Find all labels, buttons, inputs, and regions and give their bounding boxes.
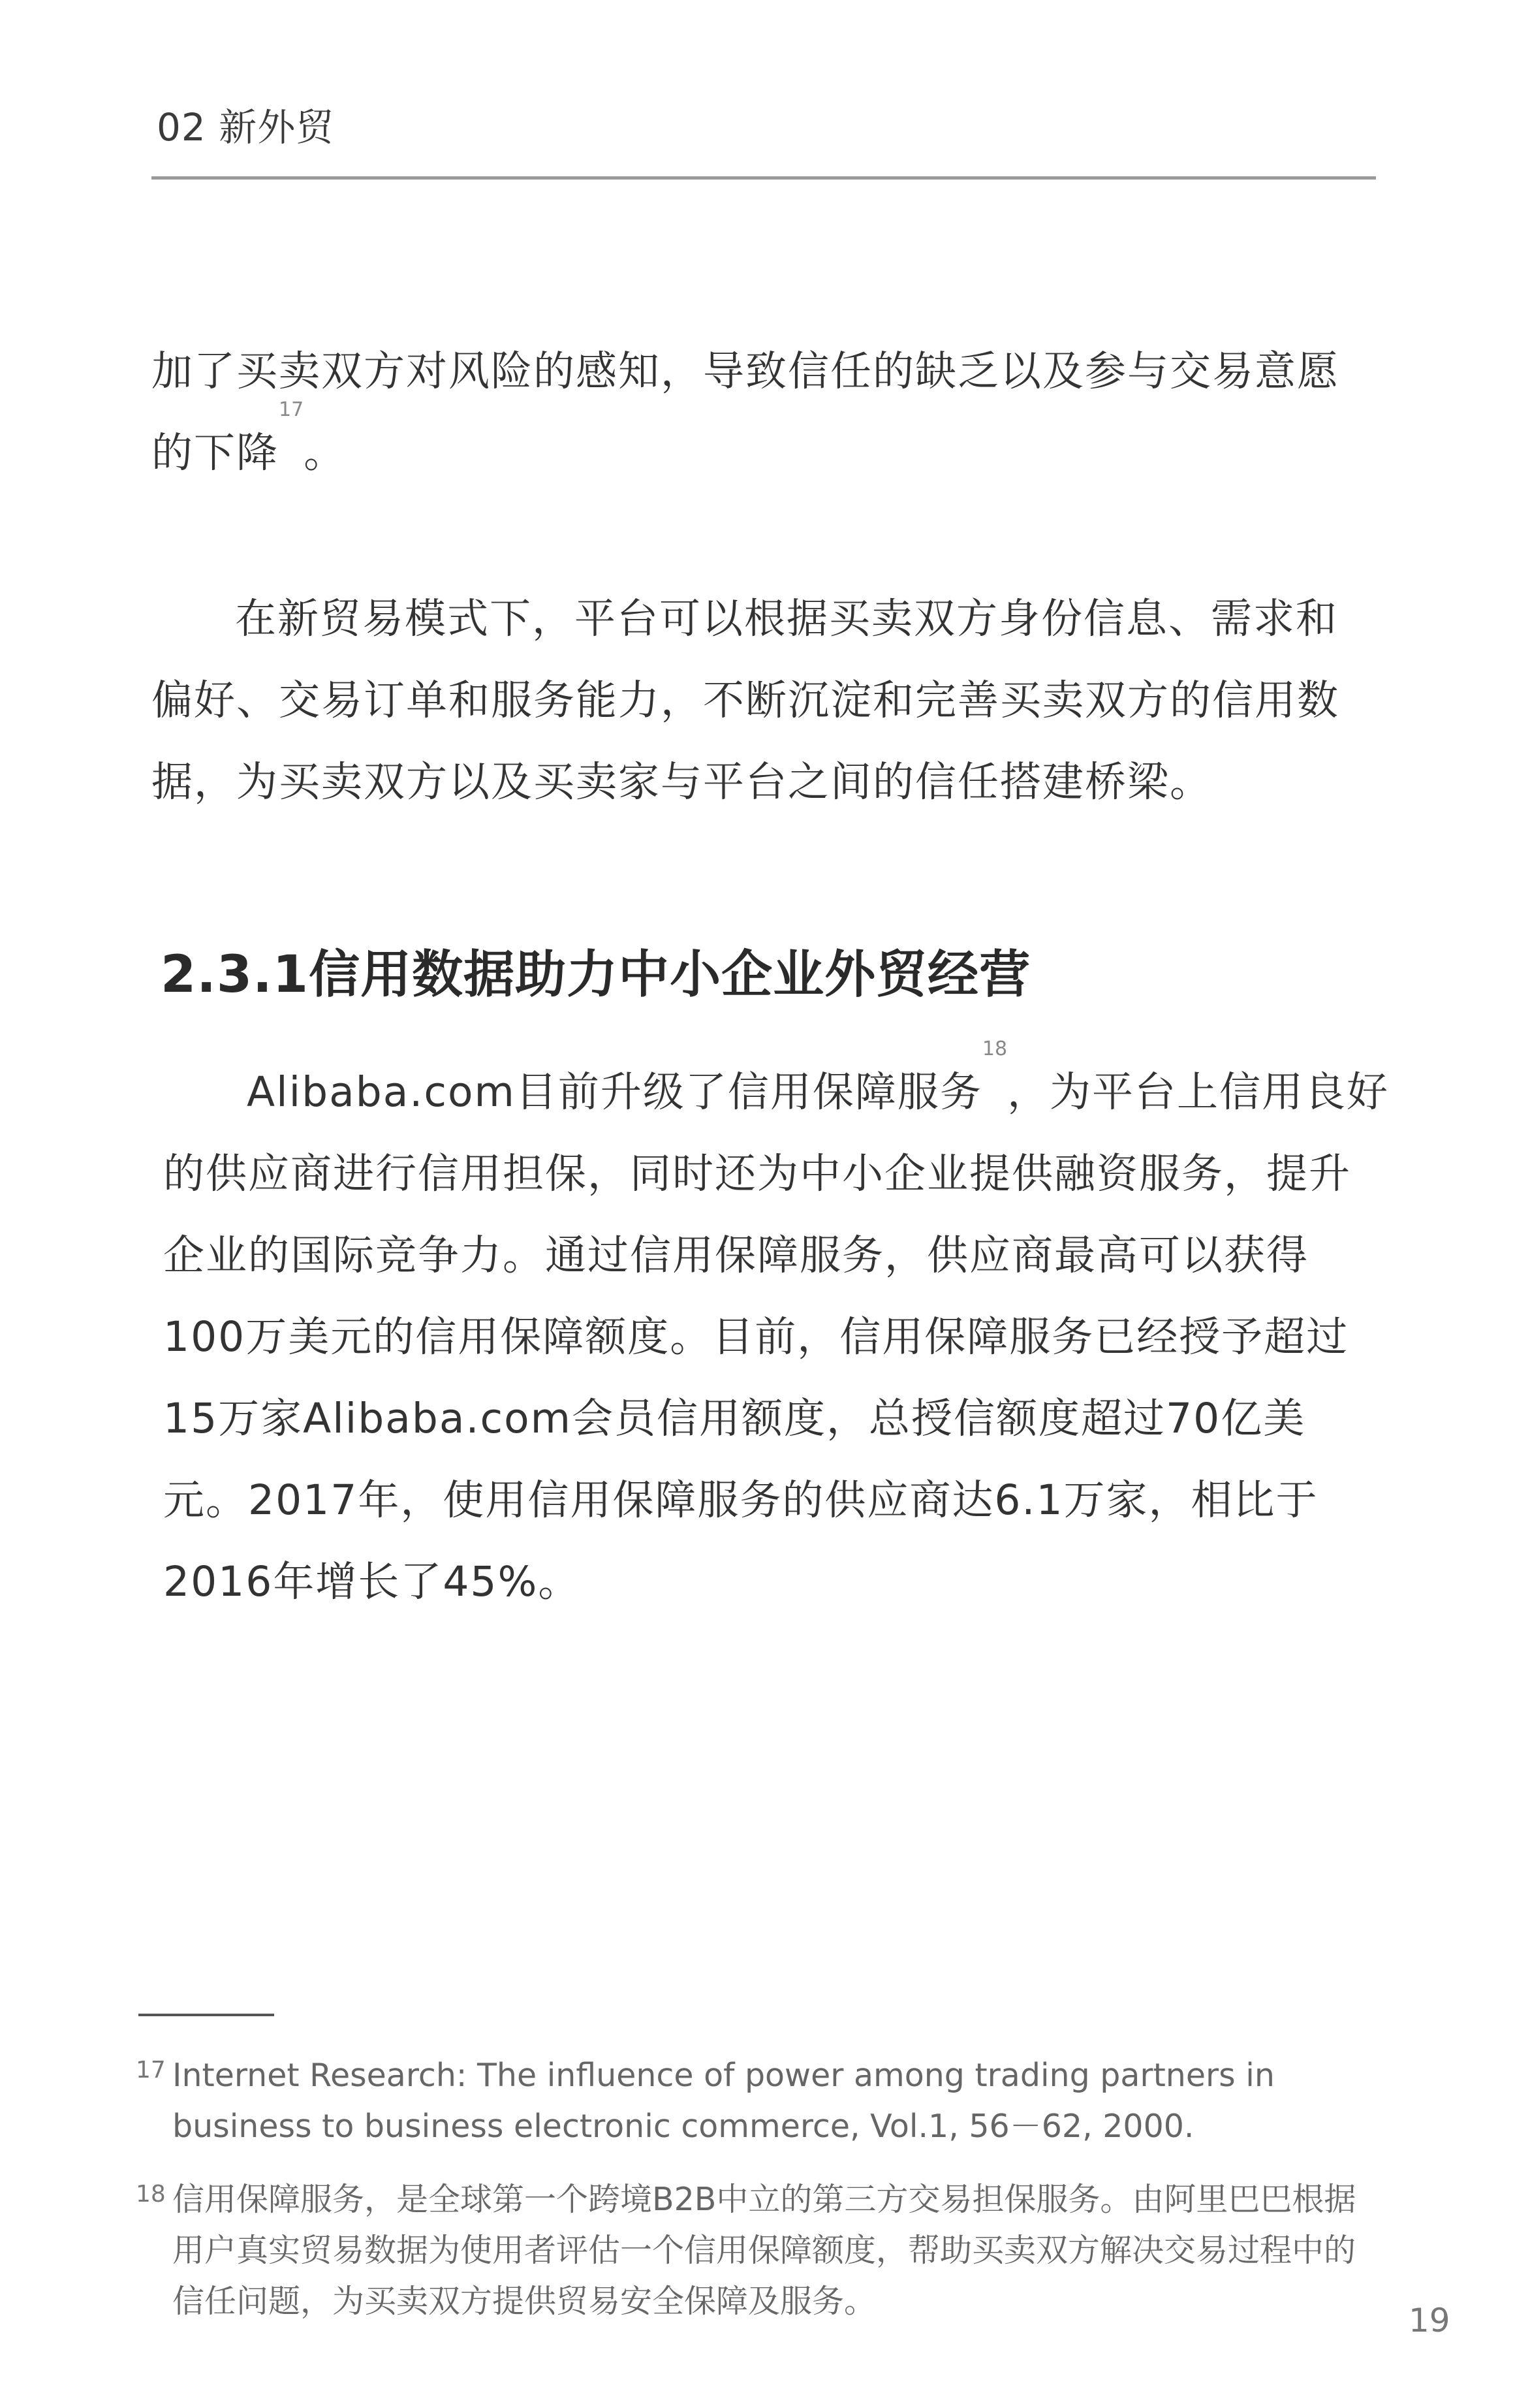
paragraph-text-before: Alibaba.com目前升级了信用保障服务	[247, 1068, 982, 1116]
paragraph-text: 在新贸易模式下，平台可以根据买卖双方身份信息、需求和偏好、交易订单和服务能力，不断沉淀和完善买卖双方的信用数据，为买卖双方以及买卖家与平台之间的信任搭建桥梁。	[151, 595, 1339, 806]
chapter-header: 02 新外贸	[157, 105, 335, 150]
paragraph-credit-data	[151, 578, 1379, 823]
page-number: 19	[1409, 2302, 1450, 2339]
footnote-17	[136, 2050, 1376, 2152]
footnote-divider	[138, 2014, 274, 2016]
footnote-ref-17[interactable]: 17	[279, 398, 304, 421]
footnote-number: 18	[136, 2181, 166, 2208]
section-heading: 2.3.1信用数据助力中小企业外贸经营	[161, 945, 1031, 1004]
paragraph-end: 。	[304, 429, 347, 477]
footnote-number: 17	[136, 2057, 166, 2083]
footnote-text: Internet Research: The influence of power among trading partners in business to business electronic commerce, Vol.1, 56－62, 2000.	[172, 2057, 1275, 2145]
paragraph-text: 加了买卖双方对风险的感知，导致信任的缺乏以及参与交易意愿的下降	[151, 347, 1339, 477]
paragraph-alibaba-credit	[163, 1038, 1390, 1623]
paragraph-text-after: ，为平台上信用良好的供应商进行信用担保，同时还为中小企业提供融资服务，提升企业的国际竞争力。通过信用保障服务，供应商最高可以获得100万美元的信用保障额度。目前，信用保障服务已经授予超过15万家Alibaba.com会员信用额度，总授信额度超过70亿美元。2017年，使用信用保障服务的供应商达6.1万家，相比于2016年增长了45%。	[163, 1068, 1390, 1606]
footnote-18	[136, 2174, 1376, 2327]
footnote-text: 信用保障服务，是全球第一个跨境B2B中立的第三方交易担保服务。由阿里巴巴根据用户真实贸易数据为使用者评估一个信用保障额度，帮助买卖双方解决交易过程中的信任问题，为买卖双方提供贸易安全保障及服务。	[172, 2181, 1356, 2320]
footnote-ref-18[interactable]: 18	[982, 1038, 1008, 1060]
paragraph-continued	[151, 330, 1379, 494]
header-divider	[151, 176, 1376, 180]
